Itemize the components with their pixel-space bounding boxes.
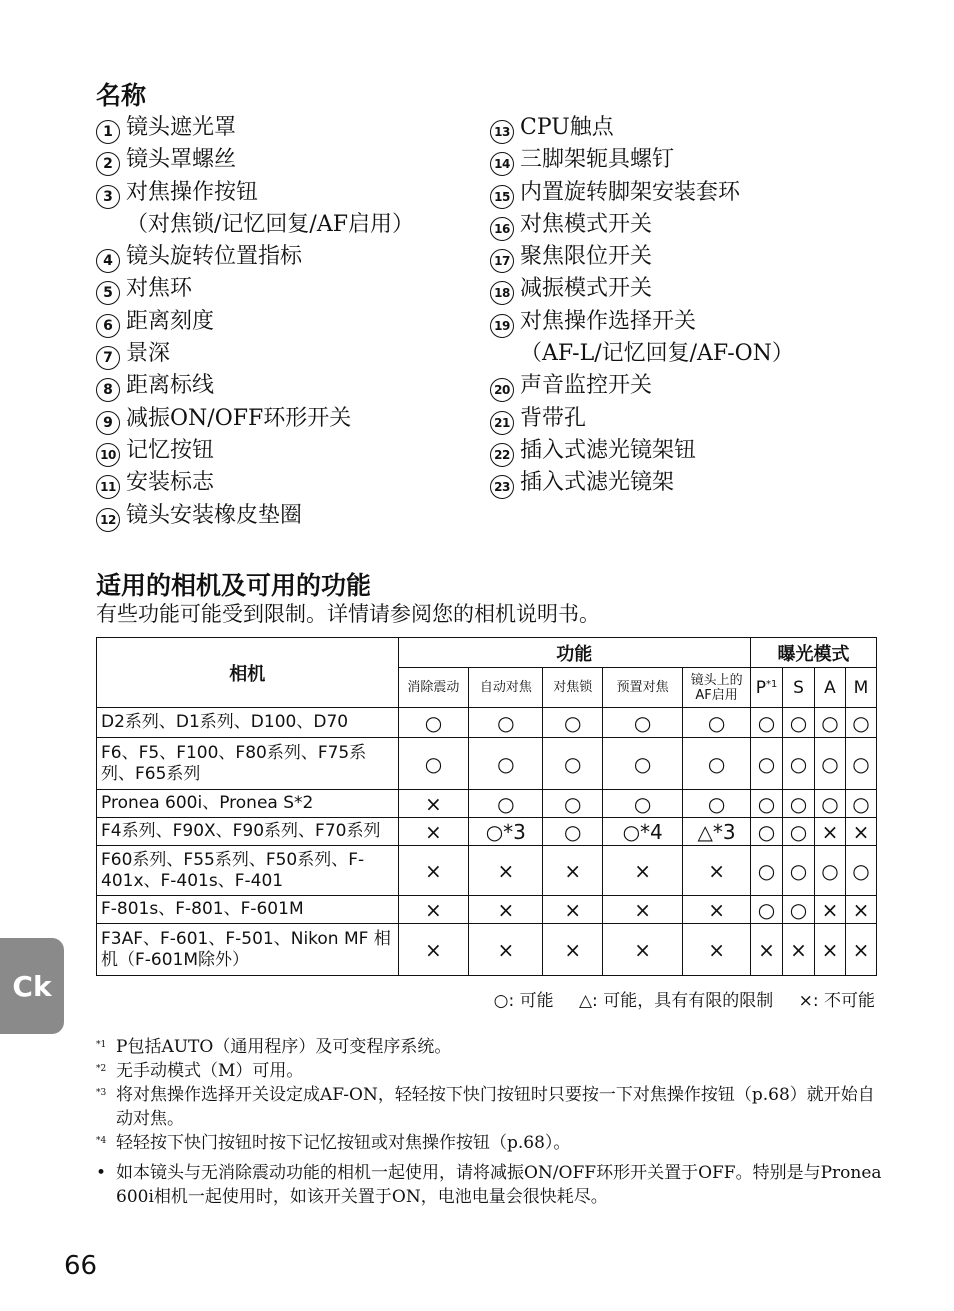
availability-cell: ○: [814, 738, 845, 790]
head-exposure: 曝光模式: [751, 638, 877, 668]
parts-list-right: [490, 112, 794, 500]
availability-cell: ○: [398, 708, 469, 738]
col-mode-m: M: [845, 668, 876, 708]
availability-cell: ×: [398, 790, 469, 818]
availability-cell: ○: [603, 790, 683, 818]
item-number: 15: [490, 185, 514, 209]
head-camera: 相机: [97, 638, 399, 708]
availability-cell: ×: [783, 924, 815, 976]
footnotes: [96, 1035, 886, 1209]
list-item: 2 镜头罩螺丝: [96, 144, 414, 176]
item-number: 17: [490, 249, 514, 273]
legend-limited: △: 可能，具有有限的限制: [578, 991, 774, 1011]
list-item: 17 聚焦限位开关: [490, 241, 794, 273]
availability-cell: ×: [814, 896, 845, 924]
item-number: 9: [96, 411, 120, 435]
legend-possible: ○: 可能: [493, 991, 554, 1011]
availability-cell: ×: [603, 846, 683, 896]
availability-cell: ○: [683, 790, 751, 818]
availability-cell: ○: [783, 896, 815, 924]
list-item: 9 减振ON/OFF环形开关: [96, 403, 414, 435]
list-item: 21 背带孔: [490, 403, 794, 435]
parts-list-left: [96, 112, 414, 532]
item-number: 7: [96, 346, 120, 370]
availability-cell: ○: [814, 846, 845, 896]
camera-cell: Pronea 600i、Pronea S*2: [97, 790, 399, 818]
availability-cell: ×: [398, 924, 469, 976]
list-item: 5 对焦环: [96, 273, 414, 305]
list-item: 7 景深: [96, 338, 414, 370]
availability-cell: ○: [469, 738, 543, 790]
item-number: 23: [490, 475, 514, 499]
availability-cell: ○: [469, 708, 543, 738]
availability-cell: ○: [814, 790, 845, 818]
availability-cell: ×: [603, 896, 683, 924]
item-number: 18: [490, 281, 514, 305]
availability-cell: ○: [543, 708, 603, 738]
list-item-continuation: （AF-L/记忆回复/AF-ON）: [520, 341, 794, 367]
camera-cell: F60系列、F55系列、F50系列、F-401x、F-401s、F-401: [97, 846, 399, 896]
camera-cell: D2系列、D1系列、D100、D70: [97, 708, 399, 738]
availability-cell: ○: [845, 708, 876, 738]
footnote: *4 轻轻按下快门按钮时按下记忆按钮或对焦操作按钮（p.68）。: [96, 1133, 571, 1153]
item-number: 13: [490, 120, 514, 144]
camera-cell: F6、F5、F100、F80系列、F75系列、F65系列: [97, 738, 399, 790]
legend: [474, 986, 875, 1011]
availability-cell: ×: [398, 846, 469, 896]
availability-cell: ○: [543, 738, 603, 790]
availability-cell: ×: [683, 924, 751, 976]
camera-cell: F3AF、F-601、F-501、Nikon MF 相机（F-601M除外）: [97, 924, 399, 976]
availability-cell: ○: [603, 708, 683, 738]
availability-cell: ×: [543, 896, 603, 924]
availability-cell: ○: [783, 846, 815, 896]
list-item: 20 声音监控开关: [490, 370, 794, 402]
table-row: [97, 896, 877, 924]
item-number: 5: [96, 281, 120, 305]
col-mode-p: $P^{*1}$: [751, 668, 783, 708]
availability-cell: ×: [683, 846, 751, 896]
availability-cell: ○: [783, 738, 815, 790]
item-number: 10: [96, 443, 120, 467]
list-item: 19 对焦操作选择开关: [490, 306, 794, 338]
item-number: 1: [96, 120, 120, 144]
item-number: 22: [490, 443, 514, 467]
availability-cell: ×: [814, 818, 845, 846]
availability-cell: ○: [751, 708, 783, 738]
bullet-note: • 如本镜头与无消除震动功能的相机一起使用，请将减振ON/OFF环形开关置于OFF。特别是与Pronea 600i相机一起使用时，如该开关置于ON，电池电量会很快耗尽。: [96, 1163, 882, 1207]
table-row: [97, 924, 877, 976]
availability-cell: ○: [751, 896, 783, 924]
head-functions: 功能: [398, 638, 751, 668]
availability-cell: ○: [845, 738, 876, 790]
availability-cell: ○: [603, 738, 683, 790]
col-vr: 消除震动: [398, 668, 469, 708]
compat-table-body: [97, 708, 877, 976]
list-item: 12 镜头安装橡皮垫圈: [96, 500, 414, 532]
availability-cell: ○: [751, 818, 783, 846]
item-number: 3: [96, 185, 120, 209]
availability-cell: ×: [814, 924, 845, 976]
list-item: 13 CPU触点: [490, 112, 794, 144]
table-row: [97, 708, 877, 738]
availability-cell: ×: [845, 818, 876, 846]
item-number: 11: [96, 475, 120, 499]
table-row: [97, 818, 877, 846]
compat-intro: 有些功能可能受到限制。详情请参阅您的相机说明书。: [96, 602, 600, 626]
section-title-compat: 适用的相机及可用的功能: [96, 571, 372, 600]
availability-cell: ○: [543, 790, 603, 818]
table-row: [97, 846, 877, 896]
list-item: 14 三脚架轭具螺钉: [490, 144, 794, 176]
availability-cell: ×: [398, 818, 469, 846]
item-number: 21: [490, 411, 514, 435]
availability-cell: ○: [469, 790, 543, 818]
footnote: *2 无手动模式（M）可用。: [96, 1061, 304, 1081]
availability-cell: ○: [751, 846, 783, 896]
availability-cell: ○: [783, 790, 815, 818]
availability-cell: ○: [543, 818, 603, 846]
list-item: 1 镜头遮光罩: [96, 112, 414, 144]
page-number: 66: [64, 1251, 98, 1281]
section-title-names: 名称: [96, 81, 147, 110]
availability-cell: ×: [845, 896, 876, 924]
availability-cell: ○: [751, 790, 783, 818]
item-number: 6: [96, 314, 120, 338]
language-tab: Ck: [0, 938, 64, 1034]
list-item: 8 距离标线: [96, 370, 414, 402]
availability-cell: ○*3: [469, 818, 543, 846]
item-number: 16: [490, 217, 514, 241]
availability-cell: ×: [469, 846, 543, 896]
footnote: *3 将对焦操作选择开关设定成AF-ON，轻轻按下快门按钮时只要按一下对焦操作按钮（p.68）就开始自动对焦。: [96, 1085, 875, 1129]
availability-cell: ○: [845, 846, 876, 896]
col-focus-lock: 对焦锁: [543, 668, 603, 708]
camera-cell: F-801s、F-801、F-601M: [97, 896, 399, 924]
availability-cell: ○: [845, 790, 876, 818]
item-number: 19: [490, 314, 514, 338]
table-row: [97, 790, 877, 818]
col-mode-a: A: [814, 668, 845, 708]
item-number: 20: [490, 378, 514, 402]
availability-cell: ○: [683, 738, 751, 790]
list-item: 22 插入式滤光镜架钮: [490, 435, 794, 467]
legend-impossible: ×: 不可能: [798, 991, 875, 1011]
camera-cell: F4系列、F90X、F90系列、F70系列: [97, 818, 399, 846]
availability-cell: ×: [845, 924, 876, 976]
list-item: 18 减振模式开关: [490, 273, 794, 305]
item-number: 2: [96, 152, 120, 176]
availability-cell: ×: [683, 896, 751, 924]
footnote: *1 P包括AUTO（通用程序）及可变程序系统。: [96, 1037, 452, 1057]
item-number: 4: [96, 249, 120, 273]
availability-cell: ○: [751, 738, 783, 790]
availability-cell: ○: [783, 708, 815, 738]
availability-cell: ○: [683, 708, 751, 738]
list-item: 15 内置旋转脚架安装套环: [490, 177, 794, 209]
list-item: 16 对焦模式开关: [490, 209, 794, 241]
col-mode-s: S: [783, 668, 815, 708]
list-item: 4 镜头旋转位置指标: [96, 241, 414, 273]
availability-cell: ○: [814, 708, 845, 738]
compat-table: [96, 637, 877, 976]
list-item: 3 对焦操作按钮: [96, 177, 414, 209]
availability-cell: ×: [751, 924, 783, 976]
col-af: 自动对焦: [469, 668, 543, 708]
list-item-continuation: （对焦锁/记忆回复/AF启用）: [126, 211, 414, 237]
item-number: 12: [96, 508, 120, 532]
availability-cell: ○*4: [603, 818, 683, 846]
availability-cell: ×: [398, 896, 469, 924]
availability-cell: ×: [603, 924, 683, 976]
availability-cell: ○: [398, 738, 469, 790]
item-number: 8: [96, 378, 120, 402]
list-item: 6 距离刻度: [96, 306, 414, 338]
availability-cell: ×: [469, 896, 543, 924]
col-preset: 预置对焦: [603, 668, 683, 708]
availability-cell: ×: [469, 924, 543, 976]
availability-cell: ×: [543, 924, 603, 976]
list-item: 11 安装标志: [96, 467, 414, 499]
item-number: 14: [490, 152, 514, 176]
col-af-on: 镜头上的AF启用: [683, 668, 751, 708]
availability-cell: ○: [783, 818, 815, 846]
list-item: 23 插入式滤光镜架: [490, 467, 794, 499]
availability-cell: ×: [543, 846, 603, 896]
table-row: [97, 738, 877, 790]
list-item: 10 记忆按钮: [96, 435, 414, 467]
availability-cell: △*3: [683, 818, 751, 846]
